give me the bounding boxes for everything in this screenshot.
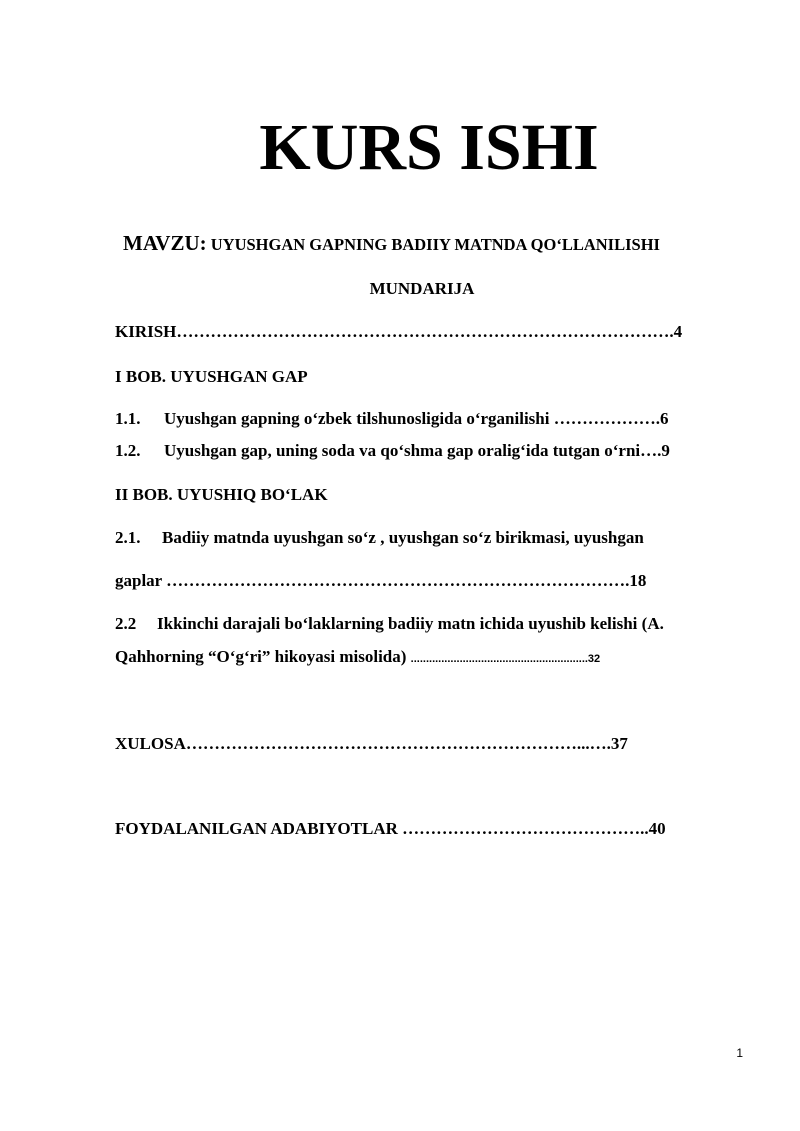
toc-entry-2-2-continued (115, 646, 600, 670)
toc-entry-text: Uyushgan gapning o‘zbek tilshunosligida o‘rganilishi ……………….6 (164, 409, 669, 428)
toc-entry-conclusion: XULOSA……………………………………………………………...….37 (115, 734, 628, 753)
toc-entry-number: 1.1. (115, 409, 141, 428)
toc-entry-1-1 (115, 408, 668, 430)
contents-heading: MUNDARIJA (369, 279, 475, 298)
toc-entry-2-1 (115, 527, 644, 549)
toc-entry-text: Uyushgan gap, uning soda va qo‘shma gap oralig‘ida tutgan o‘rni….9 (164, 441, 670, 460)
toc-entry-number: 2.2 (115, 614, 137, 633)
toc-entry-references: FOYDALANILGAN ADABIYOTLAR ……………………………………..40 (115, 819, 666, 838)
toc-entry-intro: KIRISH…………………………………………………………………………….4 (115, 322, 683, 341)
toc-entry-2-2 (115, 613, 664, 635)
toc-entry-2-1-continued: gaplar ……………………………………………………………………….18 (115, 571, 647, 590)
topic-text: UYUSHGAN GAPNING BADIIY MATNDA QO‘LLANILISHI (210, 235, 660, 254)
toc-entry-1-2 (115, 440, 670, 462)
toc-entry-number: 1.2. (115, 441, 141, 460)
document-title: KURS ISHI (259, 111, 599, 184)
topic-line (123, 230, 660, 258)
page-number: 1 (736, 1046, 743, 1060)
toc-chapter-2: II BOB. UYUSHIQ BO‘LAK (115, 485, 328, 504)
toc-entry-text: Ikkinchi darajali bo‘laklarning badiiy matn ichida uyushib kelishi (A. (157, 614, 664, 633)
toc-entry-text: Qahhorning “O‘g‘ri” hikoyasi misolida) (115, 647, 407, 666)
toc-leader-dots: ..........................................................32 (410, 653, 601, 665)
toc-entry-text: Badiiy matnda uyushgan so‘z , uyushgan so‘z birikmasi, uyushgan (162, 528, 644, 547)
topic-label: MAVZU: (123, 231, 207, 255)
toc-entry-number: 2.1. (115, 528, 141, 547)
toc-chapter-1: I BOB. UYUSHGAN GAP (115, 367, 308, 386)
